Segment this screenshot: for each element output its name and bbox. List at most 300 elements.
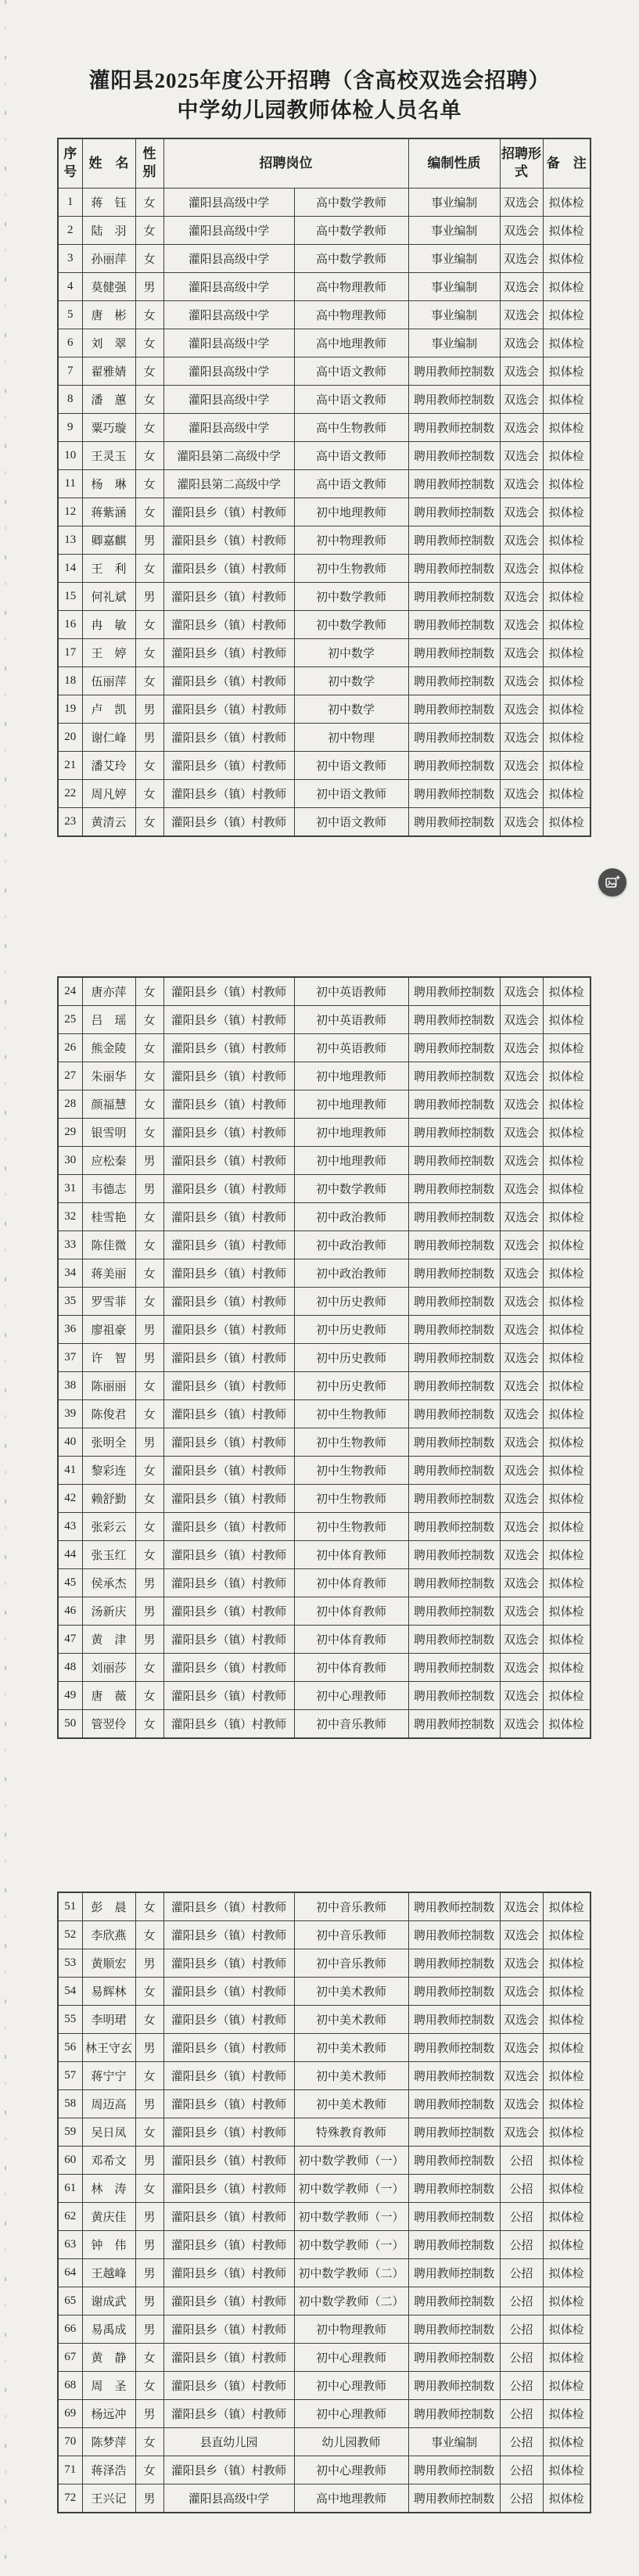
cell-remark: 拟体检 bbox=[543, 2147, 591, 2175]
cell-post: 幼儿园教师 bbox=[294, 2428, 408, 2456]
cell-form: 双选会 bbox=[500, 1921, 543, 1949]
cell-form: 公招 bbox=[500, 2203, 543, 2231]
cell-index: 31 bbox=[58, 1175, 82, 1203]
table-row bbox=[58, 414, 591, 442]
cell-post: 初中心理教师 bbox=[294, 1682, 408, 1710]
cell-school: 灌阳县乡（镇）村教师 bbox=[163, 1316, 294, 1344]
cell-establishment: 事业编制 bbox=[408, 2428, 500, 2456]
table-row bbox=[58, 1034, 591, 1062]
cell-post: 初中数学教师（二） bbox=[294, 2259, 408, 2287]
cell-name: 陈俊君 bbox=[82, 1400, 135, 1428]
cell-establishment: 聘用教师控制数 bbox=[408, 2062, 500, 2090]
cell-form: 双选会 bbox=[500, 2090, 543, 2118]
cell-name: 陆 羽 bbox=[82, 217, 135, 245]
cell-school: 灌阳县第二高级中学 bbox=[163, 470, 294, 498]
table-row bbox=[58, 1921, 591, 1949]
cell-name: 黎彩连 bbox=[82, 1457, 135, 1485]
cell-establishment: 聘用教师控制数 bbox=[408, 724, 500, 752]
cell-post: 高中物理教师 bbox=[294, 273, 408, 301]
cell-school: 灌阳县乡（镇）村教师 bbox=[163, 1259, 294, 1288]
cell-name: 许 智 bbox=[82, 1344, 135, 1372]
cell-school: 灌阳县高级中学 bbox=[163, 217, 294, 245]
cell-school: 灌阳县乡（镇）村教师 bbox=[163, 2006, 294, 2034]
cell-establishment: 聘用教师控制数 bbox=[408, 1513, 500, 1541]
table-row bbox=[58, 2231, 591, 2259]
cell-name: 潘 蕙 bbox=[82, 386, 135, 414]
cell-school: 灌阳县乡（镇）村教师 bbox=[163, 2316, 294, 2344]
cell-index: 47 bbox=[58, 1626, 82, 1654]
cell-name: 翟雅婧 bbox=[82, 357, 135, 386]
cell-gender: 女 bbox=[135, 329, 163, 357]
cell-school: 灌阳县高级中学 bbox=[163, 386, 294, 414]
cell-establishment: 聘用教师控制数 bbox=[408, 1175, 500, 1203]
cell-school: 灌阳县乡（镇）村教师 bbox=[163, 1231, 294, 1259]
cell-gender: 女 bbox=[135, 2118, 163, 2147]
cell-remark: 拟体检 bbox=[543, 2316, 591, 2344]
table-row bbox=[58, 639, 591, 667]
cell-school: 灌阳县乡（镇）村教师 bbox=[163, 2231, 294, 2259]
table-row bbox=[58, 386, 591, 414]
cell-form: 双选会 bbox=[500, 498, 543, 526]
cell-establishment: 聘用教师控制数 bbox=[408, 2372, 500, 2400]
cell-form: 双选会 bbox=[500, 667, 543, 695]
cell-form: 公招 bbox=[500, 2231, 543, 2259]
cell-name: 杨远冲 bbox=[82, 2400, 135, 2428]
cell-name: 桂雪艳 bbox=[82, 1203, 135, 1231]
cell-establishment: 聘用教师控制数 bbox=[408, 2090, 500, 2118]
cell-gender: 女 bbox=[135, 780, 163, 808]
cell-index: 28 bbox=[58, 1090, 82, 1119]
table-row bbox=[58, 695, 591, 724]
cell-school: 灌阳县乡（镇）村教师 bbox=[163, 1006, 294, 1034]
cell-form: 双选会 bbox=[500, 245, 543, 273]
cell-index: 50 bbox=[58, 1710, 82, 1739]
cell-establishment: 聘用教师控制数 bbox=[408, 1597, 500, 1626]
cell-school: 灌阳县乡（镇）村教师 bbox=[163, 977, 294, 1006]
cell-index: 58 bbox=[58, 2090, 82, 2118]
screenshot-fab-button[interactable] bbox=[598, 868, 626, 896]
cell-school: 灌阳县乡（镇）村教师 bbox=[163, 1597, 294, 1626]
cell-post: 初中英语教师 bbox=[294, 1006, 408, 1034]
cell-name: 汤新庆 bbox=[82, 1597, 135, 1626]
cell-establishment: 聘用教师控制数 bbox=[408, 977, 500, 1006]
cell-post: 初中数学教师 bbox=[294, 611, 408, 639]
cell-school: 灌阳县乡（镇）村教师 bbox=[163, 780, 294, 808]
cell-post: 初中物理教师 bbox=[294, 2316, 408, 2344]
cell-name: 周凡婷 bbox=[82, 780, 135, 808]
cell-form: 双选会 bbox=[500, 1569, 543, 1597]
cell-post: 初中音乐教师 bbox=[294, 1892, 408, 1921]
cell-school: 灌阳县高级中学 bbox=[163, 357, 294, 386]
cell-establishment: 聘用教师控制数 bbox=[408, 639, 500, 667]
cell-school: 灌阳县乡（镇）村教师 bbox=[163, 2203, 294, 2231]
cell-name: 卿嘉麒 bbox=[82, 526, 135, 555]
cell-index: 22 bbox=[58, 780, 82, 808]
cell-name: 朱丽华 bbox=[82, 1062, 135, 1090]
cell-gender: 男 bbox=[135, 273, 163, 301]
cell-gender: 女 bbox=[135, 2006, 163, 2034]
table-row bbox=[58, 1428, 591, 1457]
cell-form: 双选会 bbox=[500, 1710, 543, 1739]
cell-remark: 拟体检 bbox=[543, 498, 591, 526]
cell-establishment: 聘用教师控制数 bbox=[408, 1288, 500, 1316]
cell-post: 高中地理教师 bbox=[294, 2484, 408, 2513]
title-line-2: 中学幼儿园教师体检人员名单 bbox=[177, 99, 462, 122]
cell-gender: 女 bbox=[135, 1090, 163, 1119]
cell-remark: 拟体检 bbox=[543, 1175, 591, 1203]
cell-remark: 拟体检 bbox=[543, 1710, 591, 1739]
cell-index: 62 bbox=[58, 2203, 82, 2231]
cell-index: 71 bbox=[58, 2456, 82, 2484]
cell-post: 初中数学教师 bbox=[294, 583, 408, 611]
cell-establishment: 聘用教师控制数 bbox=[408, 2287, 500, 2316]
cell-post: 高中语文教师 bbox=[294, 357, 408, 386]
table-row bbox=[58, 2034, 591, 2062]
cell-index: 42 bbox=[58, 1485, 82, 1513]
cell-index: 14 bbox=[58, 555, 82, 583]
cell-remark: 拟体检 bbox=[543, 2231, 591, 2259]
cell-index: 52 bbox=[58, 1921, 82, 1949]
table-row bbox=[58, 2090, 591, 2118]
cell-gender: 女 bbox=[135, 1654, 163, 1682]
cell-name: 蒋 钰 bbox=[82, 189, 135, 217]
cell-remark: 拟体检 bbox=[543, 1626, 591, 1654]
cell-index: 26 bbox=[58, 1034, 82, 1062]
cell-index: 40 bbox=[58, 1428, 82, 1457]
cell-form: 双选会 bbox=[500, 526, 543, 555]
cell-name: 孙丽萍 bbox=[82, 245, 135, 273]
cell-form: 双选会 bbox=[500, 1626, 543, 1654]
cell-name: 侯承杰 bbox=[82, 1569, 135, 1597]
cell-post: 初中历史教师 bbox=[294, 1344, 408, 1372]
cell-form: 双选会 bbox=[500, 2062, 543, 2090]
cell-index: 30 bbox=[58, 1147, 82, 1175]
cell-gender: 女 bbox=[135, 1288, 163, 1316]
cell-remark: 拟体检 bbox=[543, 1485, 591, 1513]
cell-establishment: 聘用教师控制数 bbox=[408, 1090, 500, 1119]
cell-post: 初中生物教师 bbox=[294, 1400, 408, 1428]
cell-name: 蒋紫涵 bbox=[82, 498, 135, 526]
cell-school: 灌阳县乡（镇）村教师 bbox=[163, 1485, 294, 1513]
table-row bbox=[58, 1006, 591, 1034]
cell-remark: 拟体检 bbox=[543, 1892, 591, 1921]
cell-index: 44 bbox=[58, 1541, 82, 1569]
cell-form: 双选会 bbox=[500, 386, 543, 414]
cell-establishment: 聘用教师控制数 bbox=[408, 1428, 500, 1457]
cell-post: 高中语文教师 bbox=[294, 442, 408, 470]
cell-remark: 拟体检 bbox=[543, 977, 591, 1006]
roster-table-page-3 bbox=[57, 1892, 591, 2513]
cell-name: 周 圣 bbox=[82, 2372, 135, 2400]
cell-name: 吴日凤 bbox=[82, 2118, 135, 2147]
cell-remark: 拟体检 bbox=[543, 1978, 591, 2006]
cell-index: 39 bbox=[58, 1400, 82, 1428]
cell-post: 初中数学教师（一） bbox=[294, 2231, 408, 2259]
cell-index: 16 bbox=[58, 611, 82, 639]
cell-remark: 拟体检 bbox=[543, 386, 591, 414]
cell-remark: 拟体检 bbox=[543, 1259, 591, 1288]
table-row bbox=[58, 1203, 591, 1231]
cell-index: 27 bbox=[58, 1062, 82, 1090]
cell-name: 林王守玄 bbox=[82, 2034, 135, 2062]
cell-gender: 男 bbox=[135, 583, 163, 611]
cell-establishment: 聘用教师控制数 bbox=[408, 414, 500, 442]
cell-establishment: 聘用教师控制数 bbox=[408, 2484, 500, 2513]
cell-school: 灌阳县乡（镇）村教师 bbox=[163, 1892, 294, 1921]
cell-form: 双选会 bbox=[500, 1316, 543, 1344]
cell-school: 灌阳县乡（镇）村教师 bbox=[163, 724, 294, 752]
cell-form: 双选会 bbox=[500, 1259, 543, 1288]
cell-remark: 拟体检 bbox=[543, 2259, 591, 2287]
cell-remark: 拟体检 bbox=[543, 329, 591, 357]
cell-post: 初中生物教师 bbox=[294, 1457, 408, 1485]
cell-remark: 拟体检 bbox=[543, 2203, 591, 2231]
cell-gender: 男 bbox=[135, 1626, 163, 1654]
cell-establishment: 聘用教师控制数 bbox=[408, 1485, 500, 1513]
cell-school: 灌阳县乡（镇）村教师 bbox=[163, 1203, 294, 1231]
cell-post: 初中数学 bbox=[294, 695, 408, 724]
cell-post: 初中地理教师 bbox=[294, 1062, 408, 1090]
cell-index: 32 bbox=[58, 1203, 82, 1231]
table-row bbox=[58, 2259, 591, 2287]
table-row bbox=[58, 1485, 591, 1513]
cell-school: 灌阳县乡（镇）村教师 bbox=[163, 583, 294, 611]
cell-establishment: 聘用教师控制数 bbox=[408, 357, 500, 386]
cell-post: 初中美术教师 bbox=[294, 2062, 408, 2090]
cell-index: 67 bbox=[58, 2344, 82, 2372]
cell-school: 灌阳县乡（镇）村教师 bbox=[163, 1654, 294, 1682]
table-row bbox=[58, 1682, 591, 1710]
cell-gender: 女 bbox=[135, 1203, 163, 1231]
cell-name: 李欣燕 bbox=[82, 1921, 135, 1949]
cell-index: 4 bbox=[58, 273, 82, 301]
cell-school: 灌阳县乡（镇）村教师 bbox=[163, 2287, 294, 2316]
table-row bbox=[58, 1090, 591, 1119]
table-row bbox=[58, 611, 591, 639]
cell-remark: 拟体检 bbox=[543, 2372, 591, 2400]
cell-establishment: 聘用教师控制数 bbox=[408, 555, 500, 583]
cell-school: 灌阳县高级中学 bbox=[163, 273, 294, 301]
cell-remark: 拟体检 bbox=[543, 442, 591, 470]
cell-name: 王兴记 bbox=[82, 2484, 135, 2513]
table-row bbox=[58, 1344, 591, 1372]
cell-establishment: 聘用教师控制数 bbox=[408, 2344, 500, 2372]
cell-establishment: 聘用教师控制数 bbox=[408, 2203, 500, 2231]
cell-establishment: 聘用教师控制数 bbox=[408, 1316, 500, 1344]
cell-establishment: 聘用教师控制数 bbox=[408, 583, 500, 611]
cell-post: 初中美术教师 bbox=[294, 1978, 408, 2006]
cell-establishment: 聘用教师控制数 bbox=[408, 526, 500, 555]
cell-form: 双选会 bbox=[500, 695, 543, 724]
table-row bbox=[58, 1175, 591, 1203]
cell-form: 双选会 bbox=[500, 470, 543, 498]
cell-index: 12 bbox=[58, 498, 82, 526]
cell-gender: 男 bbox=[135, 1428, 163, 1457]
cell-post: 初中数学教师（一） bbox=[294, 2175, 408, 2203]
table-row bbox=[58, 977, 591, 1006]
table-row bbox=[58, 301, 591, 329]
cell-form: 公招 bbox=[500, 2484, 543, 2513]
table-row bbox=[58, 2203, 591, 2231]
cell-form: 公招 bbox=[500, 2400, 543, 2428]
document-title bbox=[0, 66, 639, 125]
cell-school: 灌阳县高级中学 bbox=[163, 189, 294, 217]
table-row bbox=[58, 1400, 591, 1428]
cell-school: 灌阳县乡（镇）村教师 bbox=[163, 2344, 294, 2372]
cell-gender: 女 bbox=[135, 639, 163, 667]
cell-remark: 拟体检 bbox=[543, 470, 591, 498]
cell-name: 谢仁峰 bbox=[82, 724, 135, 752]
cell-index: 49 bbox=[58, 1682, 82, 1710]
cell-form: 双选会 bbox=[500, 357, 543, 386]
cell-establishment: 聘用教师控制数 bbox=[408, 1921, 500, 1949]
cell-form: 公招 bbox=[500, 2456, 543, 2484]
cell-index: 46 bbox=[58, 1597, 82, 1626]
cell-school: 灌阳县乡（镇）村教师 bbox=[163, 695, 294, 724]
cell-school: 县直幼儿园 bbox=[163, 2428, 294, 2456]
cell-form: 双选会 bbox=[500, 2118, 543, 2147]
cell-post: 初中数学 bbox=[294, 639, 408, 667]
cell-gender: 女 bbox=[135, 498, 163, 526]
cell-remark: 拟体检 bbox=[543, 2456, 591, 2484]
cell-gender: 女 bbox=[135, 1034, 163, 1062]
cell-remark: 拟体检 bbox=[543, 1006, 591, 1034]
cell-establishment: 聘用教师控制数 bbox=[408, 2316, 500, 2344]
cell-index: 13 bbox=[58, 526, 82, 555]
cell-establishment: 事业编制 bbox=[408, 329, 500, 357]
table-row bbox=[58, 2456, 591, 2484]
cell-remark: 拟体检 bbox=[543, 667, 591, 695]
cell-establishment: 聘用教师控制数 bbox=[408, 1682, 500, 1710]
cell-post: 初中语文教师 bbox=[294, 780, 408, 808]
cell-name: 管翌伶 bbox=[82, 1710, 135, 1739]
cell-gender: 女 bbox=[135, 555, 163, 583]
table-row bbox=[58, 2147, 591, 2175]
cell-name: 谢成武 bbox=[82, 2287, 135, 2316]
cell-post: 初中政治教师 bbox=[294, 1259, 408, 1288]
cell-post: 初中数学教师（一） bbox=[294, 2203, 408, 2231]
cell-index: 66 bbox=[58, 2316, 82, 2344]
table-row bbox=[58, 2428, 591, 2456]
col-header-form: 招聘形式 bbox=[500, 138, 543, 189]
cell-post: 初中音乐教师 bbox=[294, 1949, 408, 1978]
cell-form: 双选会 bbox=[500, 808, 543, 837]
cell-school: 灌阳县乡（镇）村教师 bbox=[163, 1372, 294, 1400]
cell-form: 双选会 bbox=[500, 1288, 543, 1316]
cell-remark: 拟体检 bbox=[543, 1147, 591, 1175]
table-row bbox=[58, 555, 591, 583]
cell-index: 56 bbox=[58, 2034, 82, 2062]
cell-school: 灌阳县乡（镇）村教师 bbox=[163, 2090, 294, 2118]
cell-establishment: 聘用教师控制数 bbox=[408, 442, 500, 470]
cell-remark: 拟体检 bbox=[543, 1597, 591, 1626]
cell-remark: 拟体检 bbox=[543, 752, 591, 780]
cell-index: 17 bbox=[58, 639, 82, 667]
cell-remark: 拟体检 bbox=[543, 273, 591, 301]
cell-name: 冉 敏 bbox=[82, 611, 135, 639]
col-header-index: 序号 bbox=[58, 138, 82, 189]
cell-post: 初中生物教师 bbox=[294, 555, 408, 583]
cell-establishment: 聘用教师控制数 bbox=[408, 498, 500, 526]
cell-name: 廖祖豪 bbox=[82, 1316, 135, 1344]
cell-form: 双选会 bbox=[500, 724, 543, 752]
cell-index: 45 bbox=[58, 1569, 82, 1597]
table-row bbox=[58, 1119, 591, 1147]
cell-remark: 拟体检 bbox=[543, 1457, 591, 1485]
cell-index: 20 bbox=[58, 724, 82, 752]
cell-gender: 女 bbox=[135, 189, 163, 217]
cell-remark: 拟体检 bbox=[543, 1921, 591, 1949]
cell-index: 57 bbox=[58, 2062, 82, 2090]
cell-remark: 拟体检 bbox=[543, 526, 591, 555]
cell-form: 双选会 bbox=[500, 639, 543, 667]
cell-remark: 拟体检 bbox=[543, 1513, 591, 1541]
cell-gender: 女 bbox=[135, 2456, 163, 2484]
cell-form: 双选会 bbox=[500, 189, 543, 217]
cell-gender: 女 bbox=[135, 1119, 163, 1147]
cell-gender: 女 bbox=[135, 1710, 163, 1739]
cell-establishment: 聘用教师控制数 bbox=[408, 1710, 500, 1739]
cell-remark: 拟体检 bbox=[543, 1090, 591, 1119]
cell-name: 蒋泽浩 bbox=[82, 2456, 135, 2484]
cell-school: 灌阳县乡（镇）村教师 bbox=[163, 1147, 294, 1175]
cell-form: 双选会 bbox=[500, 1231, 543, 1259]
cell-form: 双选会 bbox=[500, 1485, 543, 1513]
cell-remark: 拟体检 bbox=[543, 1654, 591, 1682]
table-row bbox=[58, 357, 591, 386]
cell-form: 双选会 bbox=[500, 442, 543, 470]
cell-school: 灌阳县乡（镇）村教师 bbox=[163, 498, 294, 526]
cell-name: 熊金陵 bbox=[82, 1034, 135, 1062]
cell-name: 张彩云 bbox=[82, 1513, 135, 1541]
cell-name: 王灵玉 bbox=[82, 442, 135, 470]
cell-post: 初中体育教师 bbox=[294, 1597, 408, 1626]
cell-form: 双选会 bbox=[500, 1372, 543, 1400]
cell-gender: 女 bbox=[135, 2062, 163, 2090]
cell-name: 易禹成 bbox=[82, 2316, 135, 2344]
cell-gender: 男 bbox=[135, 2287, 163, 2316]
cell-name: 彭 晨 bbox=[82, 1892, 135, 1921]
cell-post: 高中数学教师 bbox=[294, 217, 408, 245]
cell-form: 双选会 bbox=[500, 1034, 543, 1062]
cell-index: 29 bbox=[58, 1119, 82, 1147]
cell-post: 初中英语教师 bbox=[294, 1034, 408, 1062]
cell-school: 灌阳县乡（镇）村教师 bbox=[163, 526, 294, 555]
cell-post: 初中语文教师 bbox=[294, 808, 408, 837]
cell-remark: 拟体检 bbox=[543, 1316, 591, 1344]
cell-form: 公招 bbox=[500, 2259, 543, 2287]
cell-index: 15 bbox=[58, 583, 82, 611]
cell-index: 70 bbox=[58, 2428, 82, 2456]
table-row bbox=[58, 2484, 591, 2513]
cell-establishment: 事业编制 bbox=[408, 189, 500, 217]
cell-index: 6 bbox=[58, 329, 82, 357]
col-header-establishment: 编制性质 bbox=[408, 138, 500, 189]
cell-form: 双选会 bbox=[500, 217, 543, 245]
cell-name: 刘 翠 bbox=[82, 329, 135, 357]
cell-form: 双选会 bbox=[500, 780, 543, 808]
cell-establishment: 聘用教师控制数 bbox=[408, 470, 500, 498]
table-row bbox=[58, 2372, 591, 2400]
cell-index: 64 bbox=[58, 2259, 82, 2287]
cell-school: 灌阳县高级中学 bbox=[163, 245, 294, 273]
cell-form: 双选会 bbox=[500, 1344, 543, 1372]
cell-form: 双选会 bbox=[500, 1090, 543, 1119]
cell-gender: 男 bbox=[135, 2231, 163, 2259]
cell-name: 银雪明 bbox=[82, 1119, 135, 1147]
cell-gender: 女 bbox=[135, 301, 163, 329]
cell-post: 初中体育教师 bbox=[294, 1541, 408, 1569]
